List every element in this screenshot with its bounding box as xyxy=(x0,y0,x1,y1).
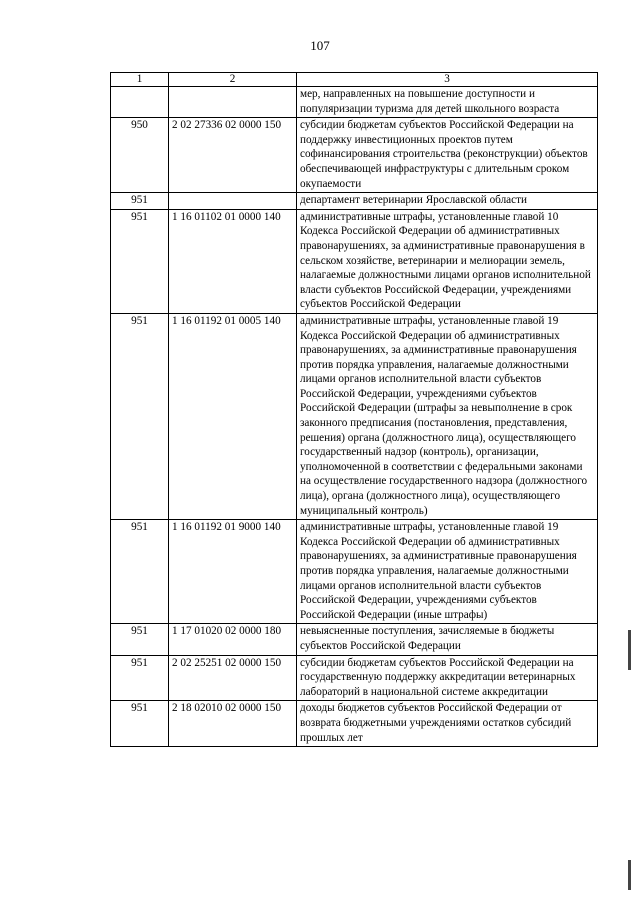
admin-code-cell: 951 xyxy=(111,624,169,655)
header-col-3: 3 xyxy=(297,73,598,87)
revenue-name-cell: административные штрафы, установленные главой 19 Кодекса Российской Федерации об административных правонарушениях, за административные правонарушения против порядка управления, налагаемые должностными лицами органов исполнительной власти субъектов Российской Федерации, учреждениями субъектов Российской Федерации (иные штрафы) xyxy=(297,520,598,624)
table-row xyxy=(111,624,598,655)
revenue-name-cell: невыясненные поступления, зачисляемые в бюджеты субъектов Российской Федерации xyxy=(297,624,598,655)
table-header-row xyxy=(111,73,598,87)
revenue-name-cell: административные штрафы, установленные главой 19 Кодекса Российской Федерации об административных правонарушениях, за административные правонарушения против порядка управления, налагаемые должностными лицами органов исполнительной власти субъектов Российской Федерации, учреждениями субъектов Российской Федерации (штрафы за невыполнение в срок законного предписания (постановления, представления, решения) органа (должностного лица), осуществляющего государственный надзор (контроль), организации, уполномоченной в соответствии с федеральными законами на осуществление государственного надзора (должностного лица), органа (должностного лица), осуществляющего муниципальный контроль) xyxy=(297,313,598,519)
revenue-name-cell: доходы бюджетов субъектов Российской Федерации от возврата бюджетными учреждениями остатков субсидий прошлых лет xyxy=(297,701,598,747)
revenue-code-cell: 2 02 25251 02 0000 150 xyxy=(169,655,297,701)
table-row xyxy=(111,701,598,747)
revenue-code-cell: 1 16 01192 01 0005 140 xyxy=(169,313,297,519)
admin-code-cell: 951 xyxy=(111,313,169,519)
table-row xyxy=(111,118,598,193)
table-row xyxy=(111,313,598,519)
admin-code-cell: 950 xyxy=(111,118,169,193)
revenue-name-cell: административные штрафы, установленные главой 10 Кодекса Российской Федерации об административных правонарушениях, за административные правонарушения в сельском хозяйстве, ветеринарии и мелиорации земель, налагаемые должностными лицами органов исполнительной власти субъектов Российской Федерации, учреждениями субъектов Российской Федерации xyxy=(297,209,598,313)
admin-code-cell: 951 xyxy=(111,193,169,210)
table-row xyxy=(111,209,598,313)
revenue-code-cell: 1 16 01192 01 9000 140 xyxy=(169,520,297,624)
admin-code-cell xyxy=(111,87,169,118)
admin-code-cell: 951 xyxy=(111,701,169,747)
table-row xyxy=(111,520,598,624)
revenue-code-cell: 2 18 02010 02 0000 150 xyxy=(169,701,297,747)
scan-edge-mark xyxy=(628,630,631,670)
revenue-name-cell: мер, направленных на повышение доступности и популяризации туризма для детей школьного возраста xyxy=(297,87,598,118)
revenue-code-cell xyxy=(169,87,297,118)
revenue-name-cell: субсидии бюджетам субъектов Российской Федерации на государственную поддержку аккредитации ветеринарных лабораторий в национальной системе аккредитации xyxy=(297,655,598,701)
table-row xyxy=(111,193,598,210)
revenue-name-cell: субсидии бюджетам субъектов Российской Федерации на поддержку инвестиционных проектов путем софинансирования строительства (реконструкции) объектов обеспечивающей инфраструктуры с длительным сроком окупаемости xyxy=(297,118,598,193)
header-col-1: 1 xyxy=(111,73,169,87)
revenue-code-cell: 1 17 01020 02 0000 180 xyxy=(169,624,297,655)
scan-edge-mark xyxy=(628,860,631,890)
revenue-code-cell: 1 16 01102 01 0000 140 xyxy=(169,209,297,313)
page-number: 107 xyxy=(310,38,330,53)
admin-code-cell: 951 xyxy=(111,520,169,624)
revenue-name-cell: департамент ветеринарии Ярославской области xyxy=(297,193,598,210)
revenue-code-cell: 2 02 27336 02 0000 150 xyxy=(169,118,297,193)
header-col-2: 2 xyxy=(169,73,297,87)
revenue-codes-table xyxy=(110,72,598,747)
admin-code-cell: 951 xyxy=(111,209,169,313)
revenue-code-cell xyxy=(169,193,297,210)
table-row xyxy=(111,655,598,701)
admin-code-cell: 951 xyxy=(111,655,169,701)
table-row xyxy=(111,87,598,118)
